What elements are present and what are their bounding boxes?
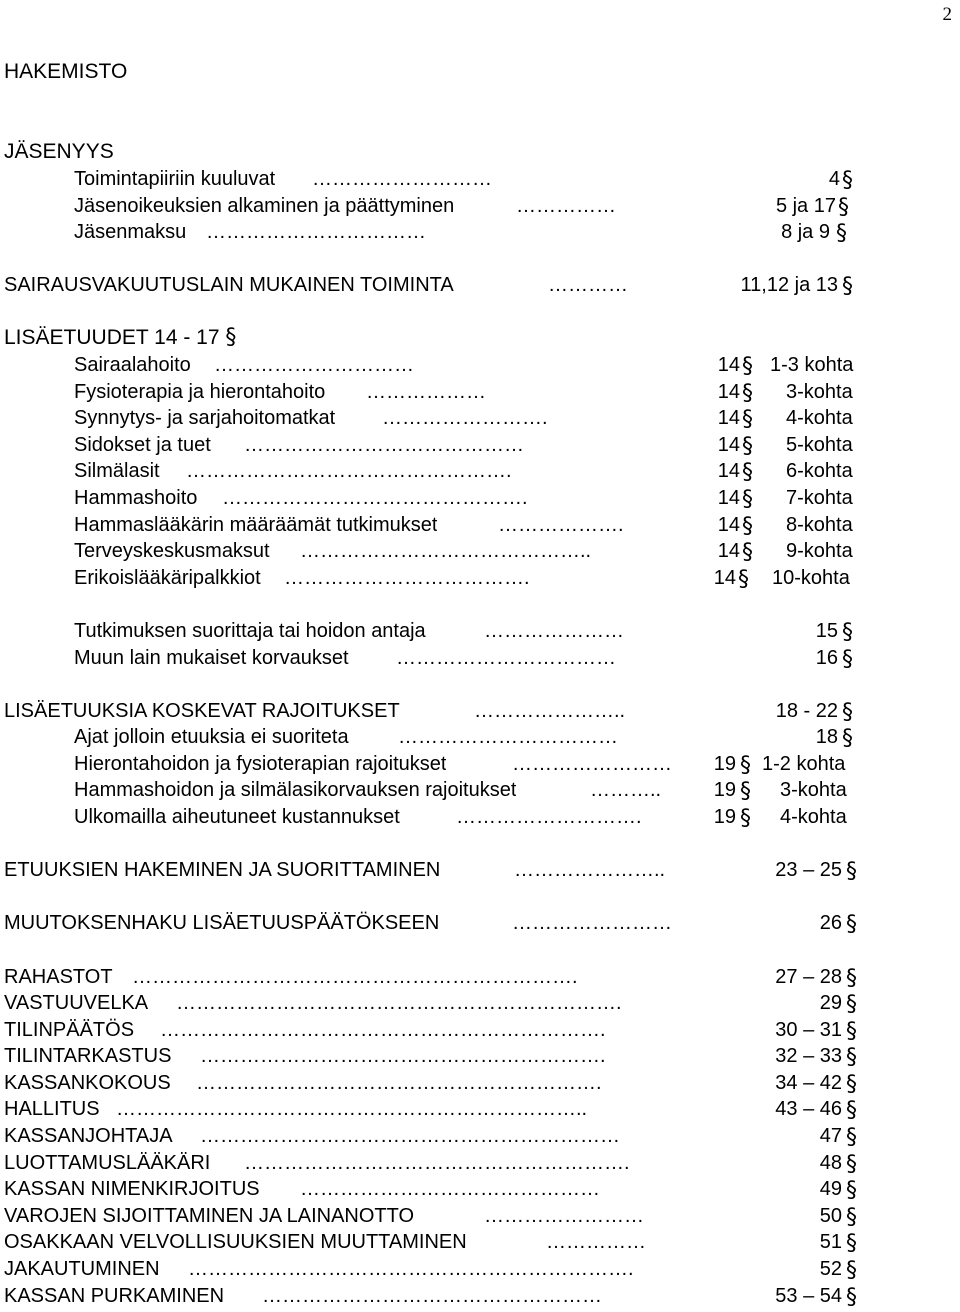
toc-entry-label: Jäsenmaksu <box>74 221 187 243</box>
toc-entry-item: 3-kohta <box>780 779 847 801</box>
section-sign: § <box>846 912 857 937</box>
toc-entry-section-number: 34 – 42 <box>775 1072 842 1094</box>
toc-entry-section-number: 50 <box>819 1205 842 1227</box>
toc-entry-label: Hammaslääkärin määräämät tutkimukset <box>74 514 438 536</box>
toc-entry-section-number: 19 <box>713 753 736 775</box>
toc-entry-section-number: 27 – 28 <box>775 966 842 988</box>
toc-entry <box>0 777 960 803</box>
toc-entry-leader: ………………….. <box>474 700 626 722</box>
toc-entry-section-number: 14 <box>717 407 740 429</box>
toc-entry-label: KASSAN NIMENKIRJOITUS <box>4 1178 260 1200</box>
toc-entry-section-number: 14 <box>717 354 740 376</box>
toc-entry <box>0 458 960 484</box>
toc-entry-item: 1-3 kohta <box>770 354 854 376</box>
toc-entry-label: Ajat jolloin etuuksia ei suoriteta <box>74 726 349 748</box>
toc-entry <box>0 1123 960 1149</box>
toc-entry-label: Synnytys- ja sarjahoitomatkat <box>74 407 336 429</box>
toc-entry-section-number: 14 <box>717 460 740 482</box>
toc-entry <box>0 352 960 378</box>
toc-entry-section-number: 14 <box>717 434 740 456</box>
index-title: HAKEMISTO <box>4 60 128 83</box>
toc-entry-leader: …………………………………….. <box>300 540 592 562</box>
toc-entry <box>0 1256 960 1282</box>
toc-entry-item: 4-kohta <box>786 407 853 429</box>
toc-entry-item: 8-kohta <box>786 514 853 536</box>
toc-entry-label: VASTUUVELKA <box>4 992 149 1014</box>
section-sign: § <box>742 514 753 539</box>
toc-entry-section-number: 48 <box>819 1152 842 1174</box>
toc-entry-label: Muun lain mukaiset korvaukset <box>74 647 349 669</box>
section-sign: § <box>742 434 753 459</box>
toc-entry-item: 5-kohta <box>786 434 853 456</box>
section-sign: § <box>846 1072 857 1097</box>
toc-entry-section-number: 5 ja 17 <box>775 195 836 217</box>
section-sign: § <box>846 1045 857 1070</box>
toc-entry-leader: ……….. <box>590 779 662 801</box>
toc-entry-section-number: 51 <box>819 1231 842 1253</box>
toc-entry-label: Fysioterapia ja hierontahoito <box>74 381 326 403</box>
toc-entry-leader: …………………………………………………………. <box>132 966 578 988</box>
toc-entry-leader: …………………………………………… <box>262 1285 602 1307</box>
section-sign: § <box>742 381 753 406</box>
toc-entry-label: Ulkomailla aiheutuneet kustannukset <box>74 806 400 828</box>
toc-entry-leader: …………………………… <box>396 647 616 669</box>
section-sign: § <box>842 700 853 725</box>
toc-entry-label: OSAKKAAN VELVOLLISUUKSIEN MUUTTAMINEN <box>4 1231 467 1253</box>
section-sign: § <box>846 1285 857 1310</box>
toc-entry <box>0 1283 960 1309</box>
toc-entry-item: 1-2 kohta <box>762 753 846 775</box>
toc-entry-label: SAIRAUSVAKUUTUSLAIN MUKAINEN TOIMINTA <box>4 274 454 296</box>
toc-entry-label: Erikoislääkäripalkkiot <box>74 567 261 589</box>
section-sign: § <box>846 1231 857 1256</box>
toc-entry-section-number: 23 – 25 <box>775 859 842 881</box>
heading-lisaetuudet-text: LISÄETUUDET 14 - 17 <box>4 326 220 349</box>
toc-entry-label: KASSANJOHTAJA <box>4 1125 173 1147</box>
toc-entry <box>0 1043 960 1069</box>
toc-entry <box>0 166 960 192</box>
toc-entry-label: Toimintapiiriin kuuluvat <box>74 168 276 190</box>
toc-entry-leader: …………… <box>516 195 616 217</box>
toc-entry-section-number: 49 <box>819 1178 842 1200</box>
toc-entry <box>0 512 960 538</box>
section-sign: § <box>846 1125 857 1150</box>
toc-entry-section-number: 16 <box>815 647 838 669</box>
toc-entry-item: 4-kohta <box>780 806 847 828</box>
section-sign: § <box>842 726 853 751</box>
toc-entry-label: Silmälasit <box>74 460 160 482</box>
toc-entry <box>0 565 960 591</box>
toc-entry <box>0 219 960 245</box>
toc-entry-leader: …………………………………………………………. <box>188 1258 634 1280</box>
toc-entry-leader: ……………………………………………………… <box>200 1125 620 1147</box>
section-sign: § <box>842 647 853 672</box>
toc-entry <box>0 990 960 1016</box>
toc-entry-leader: …………………………………………. <box>186 460 512 482</box>
toc-entry-leader: …………………………………………………………….. <box>116 1098 588 1120</box>
toc-entry <box>0 698 960 724</box>
toc-entry-leader: …………………………………… <box>244 434 524 456</box>
toc-entry <box>0 618 960 644</box>
toc-entry-section-number: 14 <box>717 381 740 403</box>
toc-entry-section-number: 19 <box>713 806 736 828</box>
toc-entry-leader: …………………… <box>512 912 672 934</box>
toc-entry-leader: ………………….. <box>514 859 666 881</box>
toc-entry-label: LISÄETUUKSIA KOSKEVAT RAJOITUKSET <box>4 700 400 722</box>
toc-entry-leader: ……………………………………………………. <box>196 1072 602 1094</box>
toc-entry <box>0 964 960 990</box>
toc-entry-leader: …………………………… <box>398 726 618 748</box>
section-sign: § <box>846 859 857 884</box>
section-sign: § <box>742 354 753 379</box>
section-sign: § <box>742 407 753 432</box>
toc-entry-label: HALLITUS <box>4 1098 100 1120</box>
toc-entry-item: 3-kohta <box>786 381 853 403</box>
page-number: 2 <box>942 4 952 25</box>
toc-entry-section-number: 4 <box>828 168 840 190</box>
heading-jasenyys: JÄSENYYS <box>4 140 114 163</box>
toc-entry-section-number: 14 <box>717 487 740 509</box>
toc-entry <box>0 485 960 511</box>
toc-entry-item: 7-kohta <box>786 487 853 509</box>
toc-entry <box>0 1017 960 1043</box>
section-sign: § <box>740 806 751 831</box>
toc-entry-label: Hierontahoidon ja fysioterapian rajoitukset <box>74 753 447 775</box>
toc-entry-label: Sidokset ja tuet <box>74 434 211 456</box>
section-sign: § <box>846 1019 857 1044</box>
toc-entry-section-number: 15 <box>815 620 838 642</box>
toc-entry-section-number: 52 <box>819 1258 842 1280</box>
toc-entry <box>0 405 960 431</box>
toc-entry-leader: …………………………………………………. <box>244 1152 630 1174</box>
section-sign: § <box>842 168 853 193</box>
toc-entry <box>0 751 960 777</box>
toc-entry-leader: ………………………. <box>456 806 642 828</box>
toc-entry-section-number: 8 ja 9 <box>781 221 830 243</box>
toc-entry-section-number: 53 – 54 <box>775 1285 842 1307</box>
toc-entry-leader: ……………………………………………………. <box>200 1045 606 1067</box>
toc-entry-section-number: 32 – 33 <box>775 1045 842 1067</box>
toc-entry-label: Hammashoito <box>74 487 198 509</box>
toc-entry-label: VAROJEN SIJOITTAMINEN JA LAINANOTTO <box>4 1205 415 1227</box>
toc-entry-leader: ……………………………………… <box>300 1178 600 1200</box>
toc-entry-label: Sairaalahoito <box>74 354 191 376</box>
toc-entry-label: Hammashoidon ja silmälasikorvauksen rajoitukset <box>74 779 517 801</box>
toc-entry-leader: ……………………… <box>312 168 492 190</box>
section-sign: § <box>225 325 237 350</box>
toc-entry <box>0 1203 960 1229</box>
section-sign: § <box>846 1152 857 1177</box>
toc-entry-item: 10-kohta <box>772 567 850 589</box>
section-sign: § <box>846 992 857 1017</box>
toc-entry-section-number: 29 <box>819 992 842 1014</box>
section-sign: § <box>740 779 751 804</box>
toc-entry-leader: …………… <box>546 1231 646 1253</box>
toc-entry <box>0 804 960 830</box>
section-sign: § <box>846 1205 857 1230</box>
toc-entry-leader: ………………. <box>498 514 624 536</box>
toc-entry-label: Terveyskeskusmaksut <box>74 540 270 562</box>
toc-entry <box>0 910 960 936</box>
section-sign: § <box>838 195 849 220</box>
toc-entry-section-number: 18 <box>815 726 838 748</box>
toc-entry <box>0 379 960 405</box>
section-sign: § <box>740 753 751 778</box>
toc-entry-section-number: 14 <box>717 514 740 536</box>
toc-entry-label: ETUUKSIEN HAKEMINEN JA SUORITTAMINEN <box>4 859 441 881</box>
section-sign: § <box>738 567 749 592</box>
toc-entry-section-number: 14 <box>713 567 736 589</box>
toc-entry-leader: …………………………………………………………. <box>176 992 622 1014</box>
toc-entry <box>0 724 960 750</box>
toc-entry <box>0 645 960 671</box>
section-sign: § <box>846 966 857 991</box>
section-sign: § <box>836 221 847 246</box>
section-sign: § <box>742 487 753 512</box>
toc-entry-label: RAHASTOT <box>4 966 113 988</box>
toc-entry-section-number: 30 – 31 <box>775 1019 842 1041</box>
toc-entry-leader: ………………………… <box>214 354 414 376</box>
toc-entry-label: TILINTARKASTUS <box>4 1045 172 1067</box>
toc-entry-section-number: 19 <box>713 779 736 801</box>
toc-entry-leader: …………………………………………………………. <box>160 1019 606 1041</box>
section-sign: § <box>846 1258 857 1283</box>
section-sign: § <box>846 1098 857 1123</box>
toc-entry <box>0 1096 960 1122</box>
section-sign: § <box>846 1178 857 1203</box>
toc-entry-item: 6-kohta <box>786 460 853 482</box>
toc-entry <box>0 857 960 883</box>
toc-entry-leader: ………………………………. <box>284 567 530 589</box>
toc-entry-leader: …………………………… <box>206 221 426 243</box>
toc-entry-leader: ………… <box>548 274 628 296</box>
toc-entry-section-number: 47 <box>819 1125 842 1147</box>
toc-entry <box>0 193 960 219</box>
section-sign: § <box>842 274 853 299</box>
toc-entry <box>0 1229 960 1255</box>
toc-entry-section-number: 11,12 ja 13 <box>740 274 838 296</box>
section-sign: § <box>742 540 753 565</box>
toc-entry-label: MUUTOKSENHAKU LISÄETUUSPÄÄTÖKSEEN <box>4 912 440 934</box>
toc-entry <box>0 272 960 298</box>
toc-entry-label: Jäsenoikeuksien alkaminen ja päättyminen <box>74 195 455 217</box>
toc-entry-section-number: 26 <box>819 912 842 934</box>
toc-entry <box>0 1176 960 1202</box>
toc-entry-leader: …………………… <box>484 1205 644 1227</box>
toc-entry <box>0 1150 960 1176</box>
toc-entry-label: TILINPÄÄTÖS <box>4 1019 135 1041</box>
toc-entry-item: 9-kohta <box>786 540 853 562</box>
toc-entry-label: KASSAN PURKAMINEN <box>4 1285 225 1307</box>
toc-entry <box>0 432 960 458</box>
toc-entry-section-number: 14 <box>717 540 740 562</box>
toc-entry-leader: ……………………. <box>382 407 548 429</box>
toc-entry-section-number: 43 – 46 <box>775 1098 842 1120</box>
toc-entry-section-number: 18 - 22 <box>775 700 838 722</box>
toc-entry <box>0 1070 960 1096</box>
toc-entry-label: Tutkimuksen suorittaja tai hoidon antaja <box>74 620 426 642</box>
section-sign: § <box>842 620 853 645</box>
toc-entry-leader: …………………… <box>512 753 672 775</box>
toc-entry <box>0 538 960 564</box>
toc-entry-leader: ………………………………………. <box>222 487 528 509</box>
toc-entry-label: KASSANKOKOUS <box>4 1072 171 1094</box>
heading-lisaetuudet <box>4 325 236 351</box>
toc-entry-leader: ………………… <box>484 620 624 642</box>
toc-entry-label: JAKAUTUMINEN <box>4 1258 160 1280</box>
toc-entry-label: LUOTTAMUSLÄÄKÄRI <box>4 1152 211 1174</box>
toc-entry-leader: ……………… <box>366 381 486 403</box>
section-sign: § <box>742 460 753 485</box>
